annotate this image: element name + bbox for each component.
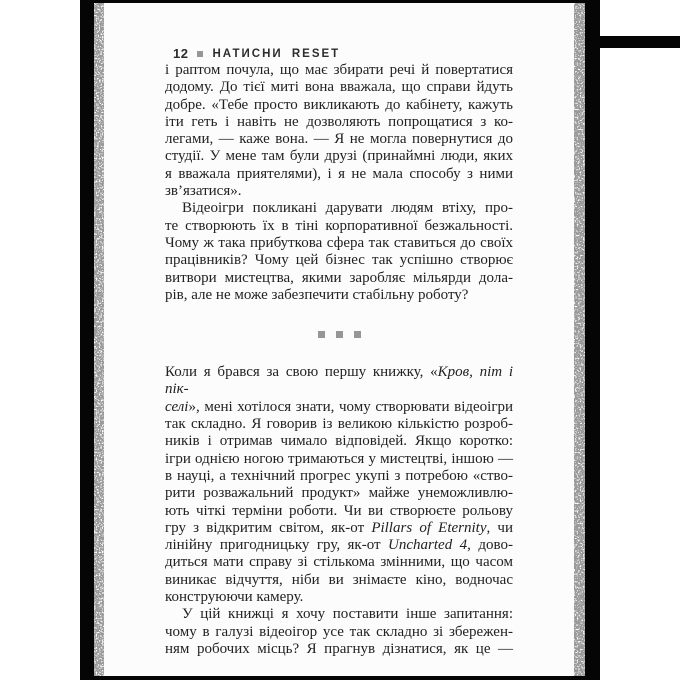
text-line: і раптом почула, що має збирати речі й повертатися [165, 62, 513, 78]
text-line: добре. «Тебе просто викликають до кабінету, кажуть [165, 96, 513, 113]
book-page-photo [80, 0, 600, 680]
text-line: чому в галузі відеоігор усе так складно зі збережен- [165, 623, 513, 640]
text-line: іти геть і навіть не дозволяють попрощатися з ко- [165, 113, 513, 130]
paragraph [165, 606, 513, 658]
top-frame-bar [90, 0, 590, 3]
text-line: студії. У мене там були друзі (принаймні люди, яких [165, 148, 513, 165]
paragraph [165, 200, 513, 304]
text-line: диться мати справу зі стількома змінними, що часом [165, 554, 513, 571]
text-line: рів, але не може забезпечити стабільну роботу? [165, 286, 469, 303]
paragraph [165, 62, 513, 200]
square-bullet-icon [336, 331, 343, 338]
text-line: рити розважальний продукт» майже унеможливлю- [165, 485, 513, 502]
chapter-title: НАТИСНИ RESET [212, 47, 341, 60]
body-text [165, 62, 513, 658]
page-number: 12 [173, 46, 189, 61]
text-line: виникає відчуття, ніби ви знімаєте кіно, водночас [165, 571, 513, 588]
text-line: селі», мені хотілося знати, чому створювати відеоігри [165, 398, 513, 415]
text-line: конструюючи камеру. [165, 589, 304, 606]
page-header [173, 46, 340, 61]
square-bullet-icon [197, 51, 203, 57]
text-line: ють чіткі терміни роботи. Чи ви створюєте рольову [165, 502, 513, 519]
text-line: те створюють їх в тіні корпоративної безжальності. [165, 217, 513, 234]
text-line: додому. До тієї миті вона вважала, що справи йдуть [165, 79, 513, 96]
page-edge-noise-right [574, 0, 585, 680]
text-line: витвори мистецтва, якими заробляє мільярди дола- [165, 269, 513, 286]
page-edge-noise-left [93, 0, 104, 680]
right-frame-bar [585, 0, 600, 680]
text-line: я вважала приятелями), і я не мала способу з ними [165, 165, 513, 182]
text-line: Відеоігри покликані дарувати людям втіху, про- [182, 200, 513, 217]
text-line: лінійну пригодницьку гру, як-от Uncharted 4, дово- [165, 537, 513, 554]
text-line: працівників? Чому цей бізнес так успішно створює [165, 252, 513, 269]
bottom-frame-bar [80, 676, 600, 680]
text-line: так складно. Я говорив із великою кількістю розроб- [165, 416, 513, 433]
text-line: У цій книжці я хочу поставити інше запитання: [182, 606, 513, 623]
left-frame-bar [80, 0, 94, 680]
text-line: ігри однією ногою тримаються у мистецтві, іншою — [165, 450, 513, 467]
text-line: ням робочих місць? Я прагнув дізнатися, як це — [165, 640, 513, 657]
text-line: в науці, а технічний прогрес укупі з потребою «ство- [165, 467, 513, 484]
text-line: гру з відкритим світом, як-от Pillars of Eternity, чи [165, 519, 513, 536]
text-line: зв’язатися». [165, 183, 242, 200]
section-break [165, 304, 513, 364]
square-bullet-icon [354, 331, 361, 338]
square-bullet-icon [318, 331, 325, 338]
text-line: ників і отримав чимало відповідей. Якщо коротко: [165, 433, 513, 450]
text-line: легами, — каже вона. — Я не могла повернутися до [165, 131, 513, 148]
text-line: Чому ж така прибуткова сфера так ставиться до своїх [165, 234, 513, 251]
paragraph [165, 364, 513, 606]
right-margin-black-bar [597, 36, 680, 48]
text-line: Коли я брався за свою першу книжку, «Кров, піт і пік- [165, 364, 513, 398]
